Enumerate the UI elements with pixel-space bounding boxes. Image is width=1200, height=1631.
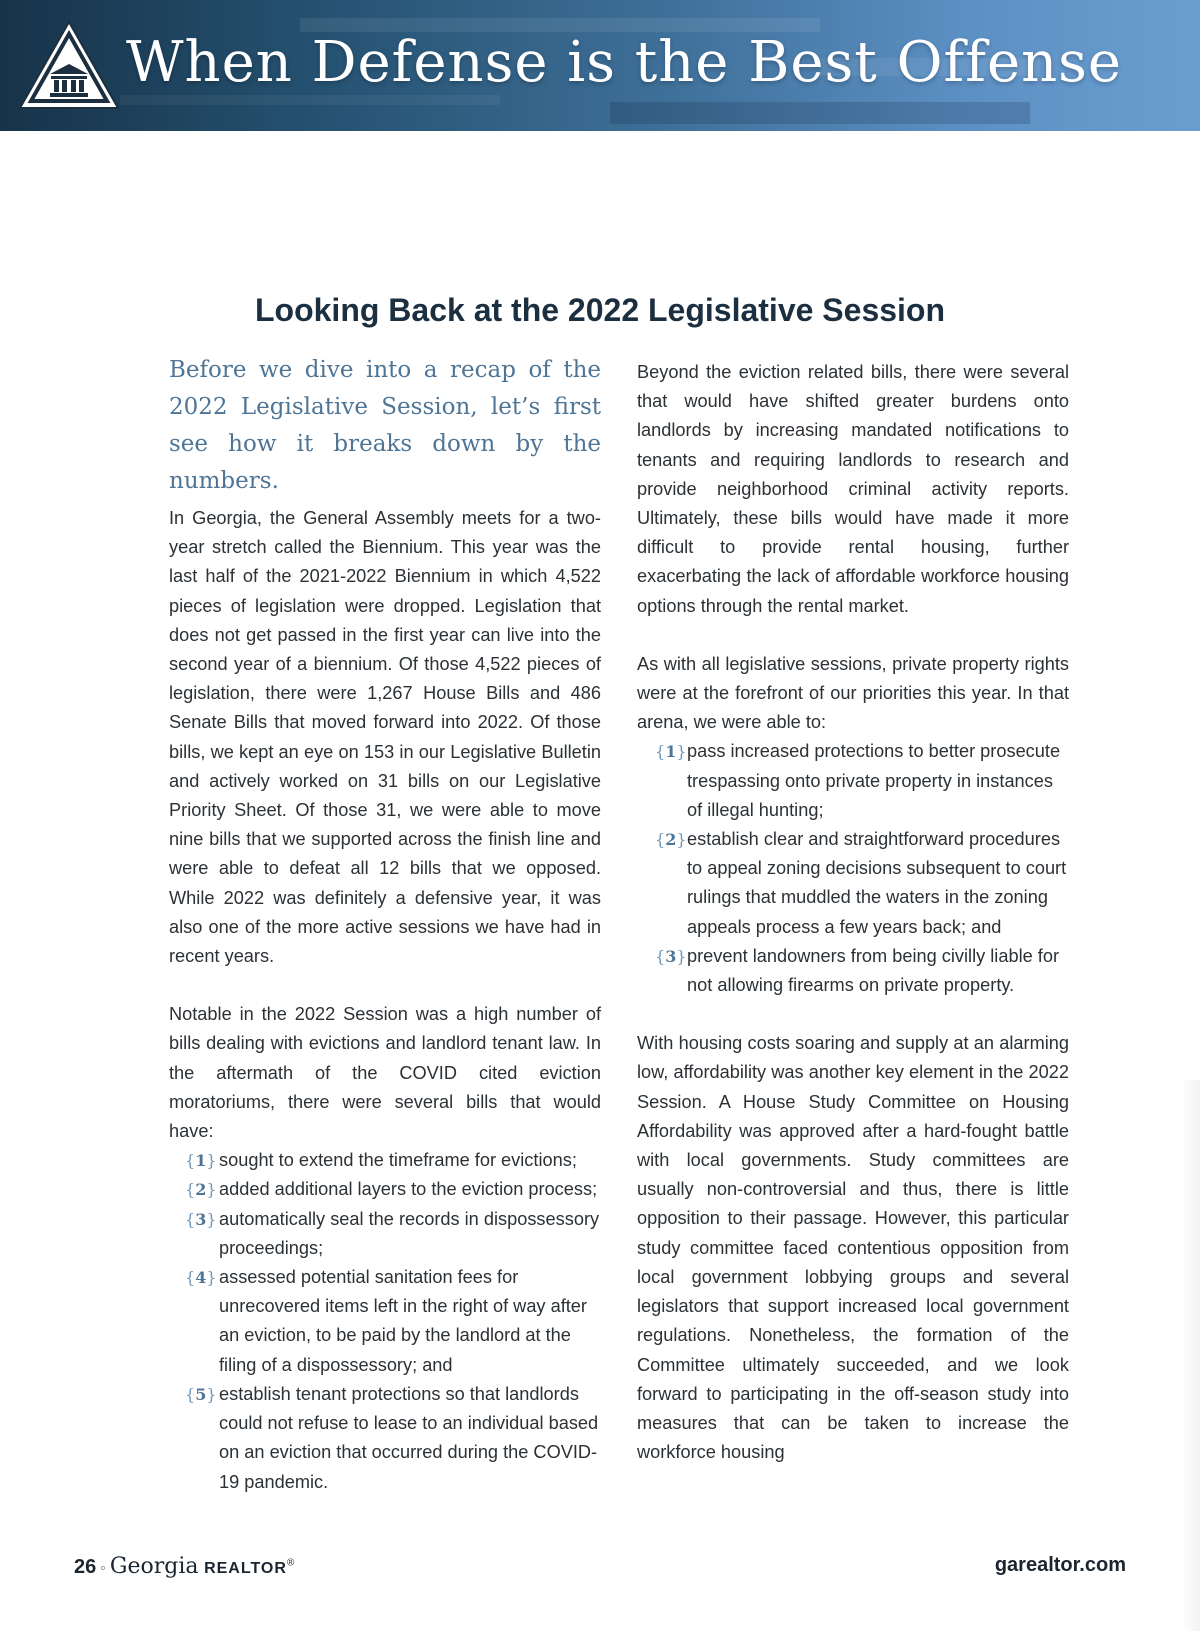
lead-paragraph: Before we dive into a recap of the 2022 Legislative Session, let’s first see how it breaks down by the numbers. bbox=[169, 357, 601, 494]
list-number: {3} bbox=[655, 946, 687, 966]
paragraph-evictions: Notable in the 2022 Session was a high number of bills dealing with evictions and landlord tenant law. In the aftermath of the COVID cited eviction moratoriums, there were several bills that would have: bbox=[169, 1004, 601, 1142]
page-edge-shadow bbox=[1182, 1080, 1200, 1631]
left-column bbox=[169, 358, 601, 1497]
list-item: {1} sought to extend the timeframe for evictions; bbox=[169, 1146, 601, 1175]
banner-streak bbox=[610, 102, 1030, 124]
list-item: {3} prevent landowners from being civilly liable for not allowing firearms on private property. bbox=[637, 942, 1069, 1000]
separator-dot: ◦ bbox=[100, 1560, 106, 1577]
brand-subname: REALTOR bbox=[204, 1560, 287, 1577]
article-title: Looking Back at the 2022 Legislative Session bbox=[254, 292, 946, 328]
list-item: {3} automatically seal the records in dispossessory proceedings; bbox=[169, 1205, 601, 1263]
banner-title: When Defense is the Best Offense bbox=[126, 30, 1123, 95]
paragraph-landlord-burdens: Beyond the eviction related bills, there were several that would have shifted greater burdens onto landlords by increasing mandated notifications to tenants and requiring landlords to research and provide neighborhood criminal activity reports. Ultimately, these bills would have made it more difficult to provide rental housing, further exacerbating the lack of affordable workforce housing options through the rental market. bbox=[637, 362, 1069, 616]
list-item: {2} establish clear and straightforward procedures to appeal zoning decisions subsequent to court rulings that muddled the waters in the zoning appeals process a few years back; and bbox=[637, 825, 1069, 942]
list-number: {4} bbox=[185, 1268, 217, 1288]
right-column bbox=[637, 358, 1069, 1467]
banner-streak bbox=[120, 95, 500, 105]
list-number: {2} bbox=[185, 1180, 217, 1200]
registered-mark: ® bbox=[286, 1557, 295, 1569]
property-rights-list bbox=[637, 737, 1069, 1000]
list-number: {1} bbox=[185, 1151, 217, 1171]
list-item: {4} assessed potential sanitation fees for unrecovered items left in the right of way after an eviction, to be paid by the landlord at the filing of a dispossessory; and bbox=[169, 1263, 601, 1380]
list-number: {2} bbox=[655, 830, 687, 850]
list-number: {5} bbox=[185, 1384, 217, 1404]
paragraph-property-rights: As with all legislative sessions, private property rights were at the forefront of our priorities this year. In that arena, we were able to: bbox=[637, 653, 1069, 733]
list-item: {5} establish tenant protections so that landlords could not refuse to lease to an individual based on an eviction that occurred during the COVID-19 pandemic. bbox=[169, 1380, 601, 1497]
capitol-triangle-icon bbox=[16, 18, 122, 114]
header-banner bbox=[0, 0, 1200, 131]
footer-url[interactable]: garealtor.com bbox=[994, 1554, 1126, 1576]
list-item: {1} pass increased protections to better prosecute trespassing onto private property in instances of illegal hunting; bbox=[637, 737, 1069, 825]
paragraph-housing-affordability: With housing costs soaring and supply at an alarming low, affordability was another key element in the 2022 Session. A House Study Committee on Housing Affordability was approved after a hard-fought battle with local governments. Study committees are usually non-controversial and thus, there is little opposition to their passage. However, this particular study committee faced contentious opposition from local government lobbying groups and several legislators that support increased local government regulations. Nonetheless, the formation of the Committee ultimately succeeded, and we look forward to participating in the off-season study into measures that can be taken to increase the workforce housing bbox=[637, 1033, 1069, 1463]
page-number: 26 bbox=[74, 1556, 97, 1578]
list-number: {3} bbox=[185, 1209, 217, 1229]
footer-page-info bbox=[74, 1554, 294, 1579]
brand-name: Georgia bbox=[109, 1554, 199, 1579]
paragraph-biennium: In Georgia, the General Assembly meets for a two-year stretch called the Biennium. This year was the last half of the 2021-2022 Biennium in which 4,522 pieces of legislation were dropped. Legislation that does not get passed in the first year can live into the second year of a biennium. Of those 4,522 pieces of legislation, there were 1,267 House Bills and 486 Senate Bills that moved forward into 2022. Of those bills, we kept an eye on 153 in our Legislative Bulletin and actively worked on 31 bills on our Legislative Priority Sheet. Of those 31, we were able to move nine bills that we supported across the finish line and were able to defeat all 12 bills that we opposed. While 2022 was definitely a defensive year, it was also one of the more active sessions we have had in recent years. bbox=[169, 508, 601, 967]
eviction-bills-list bbox=[169, 1146, 601, 1496]
list-number: {1} bbox=[655, 742, 687, 762]
list-item: {2} added additional layers to the eviction process; bbox=[169, 1175, 601, 1204]
